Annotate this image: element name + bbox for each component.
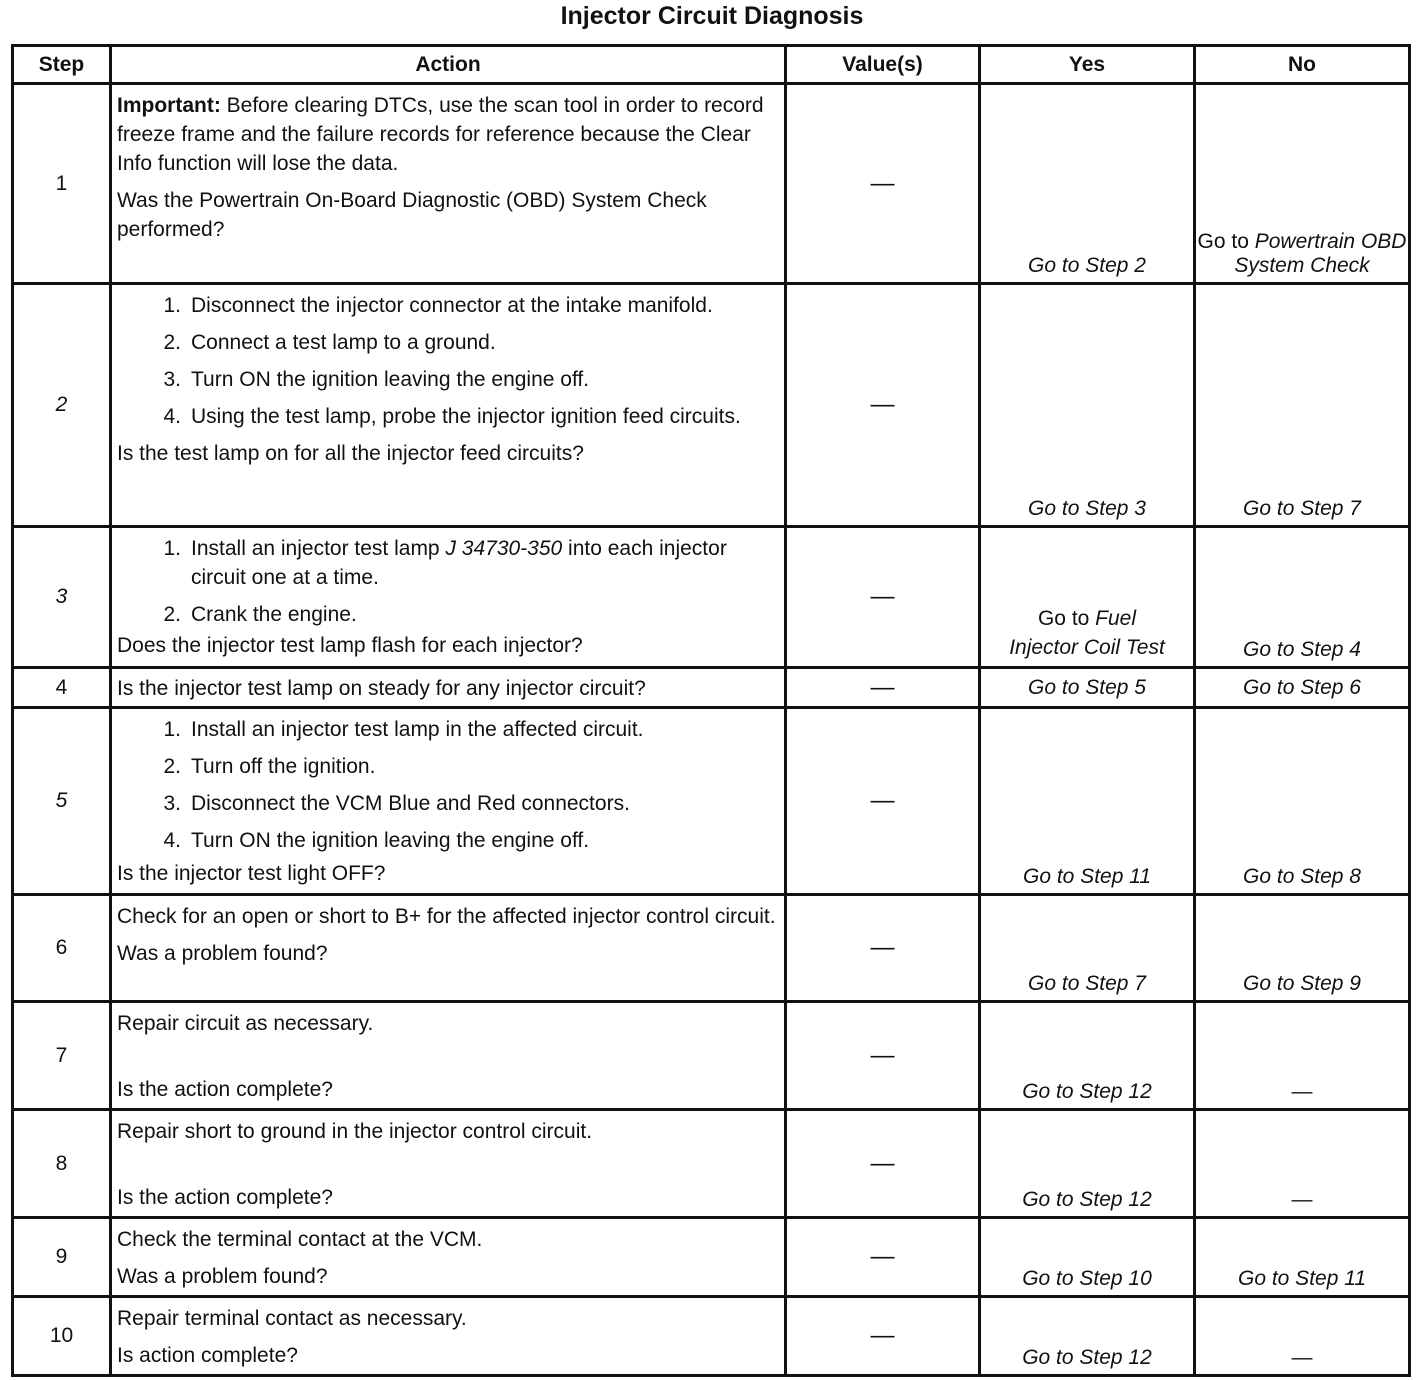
question-text: Is the test lamp on for all the injector feed circuits? — [117, 442, 584, 465]
step-number: 4 — [13, 668, 111, 708]
header-step: Step — [13, 46, 111, 84]
header-row — [13, 46, 1410, 84]
no-prefix: Go to — [1197, 230, 1255, 253]
step-number: 3 — [13, 527, 111, 668]
table-row — [13, 527, 1410, 668]
action-cell — [111, 1110, 786, 1218]
question-text: Is the injector test light OFF? — [117, 862, 386, 885]
action-cell — [111, 527, 786, 668]
header-action: Action — [111, 46, 786, 84]
question-text: Does the injector test lamp flash for each injector? — [117, 634, 583, 657]
action-text: Check the terminal contact at the VCM. — [117, 1228, 483, 1251]
no-cell[interactable]: Go to Step 9 — [1195, 895, 1410, 1002]
action-cell — [111, 668, 786, 708]
action-text: Repair terminal contact as necessary. — [117, 1307, 467, 1330]
yes-cell[interactable]: Go to Step 7 — [980, 895, 1195, 1002]
value-cell: — — [786, 527, 980, 668]
important-note — [117, 91, 779, 178]
value-cell: — — [786, 284, 980, 527]
action-cell — [111, 1218, 786, 1297]
page-title: Injector Circuit Diagnosis — [560, 2, 864, 30]
tool-number: J 34730-350 — [445, 537, 563, 560]
table-row — [13, 84, 1410, 284]
yes-cell[interactable]: Go to Step 12 — [980, 1297, 1195, 1376]
question-text: Was a problem found? — [117, 942, 328, 965]
procedure-list — [117, 715, 779, 855]
no-cell[interactable]: Go to Step 8 — [1195, 708, 1410, 895]
header-yes: Yes — [980, 46, 1195, 84]
step-number: 9 — [13, 1218, 111, 1297]
no-cell[interactable]: Go to Step 7 — [1195, 284, 1410, 527]
value-cell: — — [786, 1297, 980, 1376]
action-cell — [111, 1297, 786, 1376]
list-item: 2. Connect a test lamp to a ground. — [163, 331, 496, 354]
step-number: 7 — [13, 1002, 111, 1110]
procedure-list — [117, 534, 779, 629]
value-cell: — — [786, 668, 980, 708]
yes-cell[interactable]: Go to Step 10 — [980, 1218, 1195, 1297]
yes-cell[interactable]: Go to Fuel Injector Coil Test — [980, 527, 1195, 668]
question-text: Was a problem found? — [117, 1265, 328, 1288]
no-cell[interactable] — [1195, 84, 1410, 284]
no-link: Powertrain OBD System Check — [1234, 230, 1407, 277]
table-row — [13, 1110, 1410, 1218]
important-label: Important: — [117, 94, 221, 117]
question-text: Is the action complete? — [117, 1078, 333, 1101]
question-text: Is action complete? — [117, 1344, 298, 1367]
table-row — [13, 668, 1410, 708]
yes-cell[interactable]: Go to Step 2 — [980, 84, 1195, 284]
value-cell: — — [786, 84, 980, 284]
no-cell[interactable]: Go to Step 4 — [1195, 527, 1410, 668]
list-item: 2. Turn off the ignition. — [163, 755, 376, 778]
list-item: 1. Disconnect the injector connector at the intake manifold. — [163, 294, 713, 317]
yes-cell[interactable]: Go to Step 12 — [980, 1110, 1195, 1218]
yes-cell[interactable]: Go to Step 5 — [980, 668, 1195, 708]
action-cell — [111, 284, 786, 527]
value-cell: — — [786, 895, 980, 1002]
yes-cell[interactable]: Go to Step 11 — [980, 708, 1195, 895]
question-text: Is the action complete? — [117, 1186, 333, 1209]
no-cell[interactable]: Go to Step 6 — [1195, 668, 1410, 708]
no-cell[interactable]: Go to Step 11 — [1195, 1218, 1410, 1297]
list-item: 3. Disconnect the VCM Blue and Red connectors. — [163, 792, 630, 815]
value-cell: — — [786, 1218, 980, 1297]
step-number: 10 — [13, 1297, 111, 1376]
step-number: 2 — [13, 284, 111, 527]
no-cell: — — [1195, 1110, 1410, 1218]
table-row — [13, 708, 1410, 895]
no-cell: — — [1195, 1002, 1410, 1110]
list-item: 3. Turn ON the ignition leaving the engine off. — [163, 368, 590, 391]
value-cell: — — [786, 708, 980, 895]
header-no: No — [1195, 46, 1410, 84]
action-cell — [111, 1002, 786, 1110]
list-item: 2. Crank the engine. — [163, 603, 357, 626]
step-number: 8 — [13, 1110, 111, 1218]
question-text: Is the injector test lamp on steady for any injector circuit? — [117, 676, 646, 700]
yes-cell[interactable]: Go to Step 12 — [980, 1002, 1195, 1110]
step-number: 1 — [13, 84, 111, 284]
value-cell: — — [786, 1002, 980, 1110]
header-values: Value(s) — [786, 46, 980, 84]
action-text: Repair short to ground in the injector control circuit. — [117, 1120, 593, 1143]
no-cell: — — [1195, 1297, 1410, 1376]
list-item: 4. Turn ON the ignition leaving the engine off. — [163, 829, 590, 852]
action-text: Repair circuit as necessary. — [117, 1012, 374, 1035]
value-cell: — — [786, 1110, 980, 1218]
important-text: Before clearing DTCs, use the scan tool in order to record freeze frame and the failure records for reference because the Clear Info function will lose the data. — [117, 94, 764, 175]
table-row — [13, 1297, 1410, 1376]
step-number: 5 — [13, 708, 111, 895]
table-row — [13, 284, 1410, 527]
action-cell — [111, 895, 786, 1002]
table-row — [13, 1002, 1410, 1110]
action-cell — [111, 708, 786, 895]
question-text: Was the Powertrain On-Board Diagnostic (OBD) System Check performed? — [117, 189, 707, 241]
table-row — [13, 895, 1410, 1002]
list-item: 1. Install an injector test lamp in the affected circuit. — [163, 718, 644, 741]
list-item: 4. Using the test lamp, probe the injector ignition feed circuits. — [163, 405, 741, 428]
procedure-list — [117, 291, 779, 431]
step-number: 6 — [13, 895, 111, 1002]
diagnosis-table — [11, 44, 1411, 1377]
list-item: 1. Install an injector test lamp J 34730-350 into each injector circuit one at a time. — [163, 537, 727, 589]
yes-cell[interactable]: Go to Step 3 — [980, 284, 1195, 527]
action-text: Check for an open or short to B+ for the affected injector control circuit. — [117, 905, 776, 928]
table-row — [13, 1218, 1410, 1297]
action-cell — [111, 84, 786, 284]
